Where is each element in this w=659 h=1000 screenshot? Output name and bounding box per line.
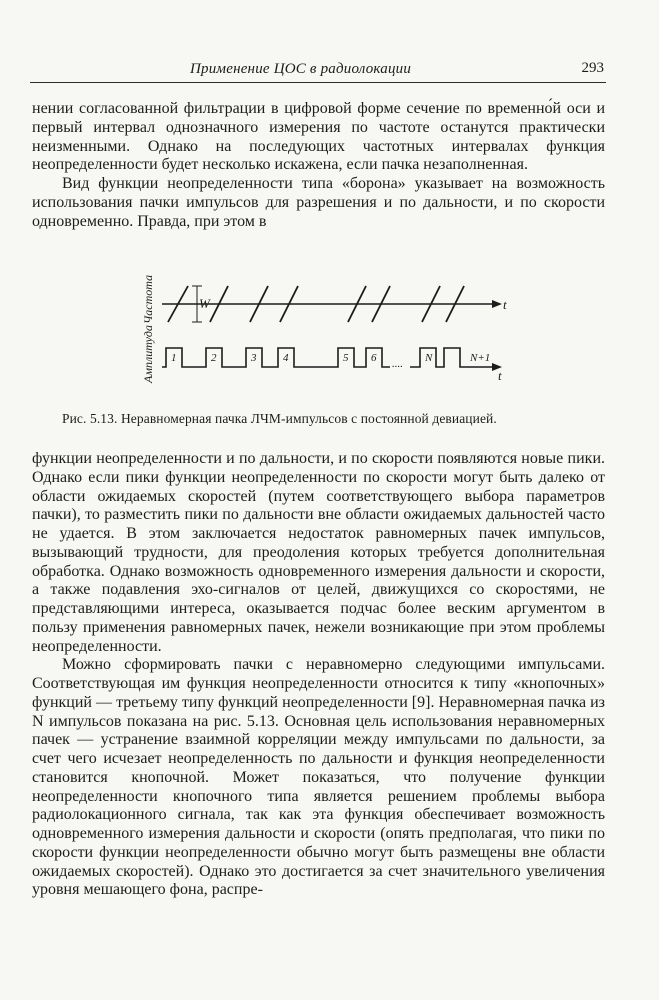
t-label-bottom: t [498,368,502,383]
page-header [30,58,606,83]
pulse-train [162,348,390,367]
pulse-label-3: 3 [251,352,257,364]
running-title: Применение ЦОС в радиолокации [190,61,412,77]
figure-5-13 [140,262,510,397]
paragraph: Вид функции неопределенности типа «борона» указывает на возможность использования пачки импульсов для разрешения и по дальности, и по скорости одновременно. Правда, при этом в [32,175,605,230]
figure-caption: Рис. 5.13. Неравномерная пачка ЛЧМ-импульсов с постоянной девиацией. [62,411,497,426]
text-block-top [32,100,605,231]
pulse-dots: .... [392,358,403,370]
paragraph: нении согласованной фильтрации в цифровой форме сечение по временно́й оси и первый интервал однозначного измерения по частоте останутся практически неизменными. Однако на последующих частотных интервалах функция неопределенности будет несколько искажена, если пачка незаполненная. [32,100,605,174]
pulse-label-1: 1 [171,352,177,364]
t-label-top: t [503,297,507,312]
pulse-label-4: 4 [283,352,289,364]
frequency-axis-arrow [492,300,502,308]
page-number: 293 [581,60,604,76]
text-block-bottom [32,450,605,900]
pulse-label-n-plus-1: N+1 [470,352,491,364]
pulse-diagram [140,262,510,397]
paragraph: Можно сформировать пачки с неравномерно следующими импульсами. Соответствующая им функция неопределенности относится к типу «кнопочных» функций — третьему типу функций неопределенности [9]. Неравномерная пачка из N импульсов показана на рис. 5.13. Основная цель использования неравномерных пачек — устранение взаимной корреляции между импульсами по дальности, за счет чего исчезает неопределенность по дальности и функция неопределенности становится кнопочной. Может показаться, что получение функции неопределенности кнопочного типа является решением проблемы выбора радиолокационного сигнала, так как эта функция обеспечивает возможность одновременного измерения дальности и скорости (опять предполагая, что пики по скорости функции неопределенности обычно могут быть размещены вне области ожидаемых скоростей). Однако это достигается за счет значительного увеличения уровня мешающего фона, распре- [32,656,605,899]
pulse-label-6: 6 [371,352,377,364]
pulse-label-2: 2 [211,352,217,364]
paragraph: функции неопределенности и по дальности, и по скорости появляются новые пики. Однако если пики функции неопределенности по скорости могут быть далеко от области ожидаемых скоростей (путем соответствующего выбора параметров пачки), то разместить пики по дальности вне области ожидаемых дальностей часто не удается. В этом заключается недостаток равномерных пачек импульсов, вызывающий трудности, для преодоления которых требуется дополнительная обработка. Однако возможность одновременного измерения дальности и скорости, а также подавления эхо-сигналов от целей, движущихся со скоростями, не представляющими интереса, оказывается подчас более веским аргументом в пользу применения равномерных пачек, нежели возникающие при этом проблемы неопределенности. [32,450,605,655]
pulse-label-5: 5 [343,352,349,364]
y-label-amplitude: Амплитуда [141,325,155,383]
pulse-train-end [410,348,472,367]
pulse-label-n: N [425,352,433,364]
w-label: W [199,296,210,311]
y-label-frequency: Частота [141,274,155,324]
